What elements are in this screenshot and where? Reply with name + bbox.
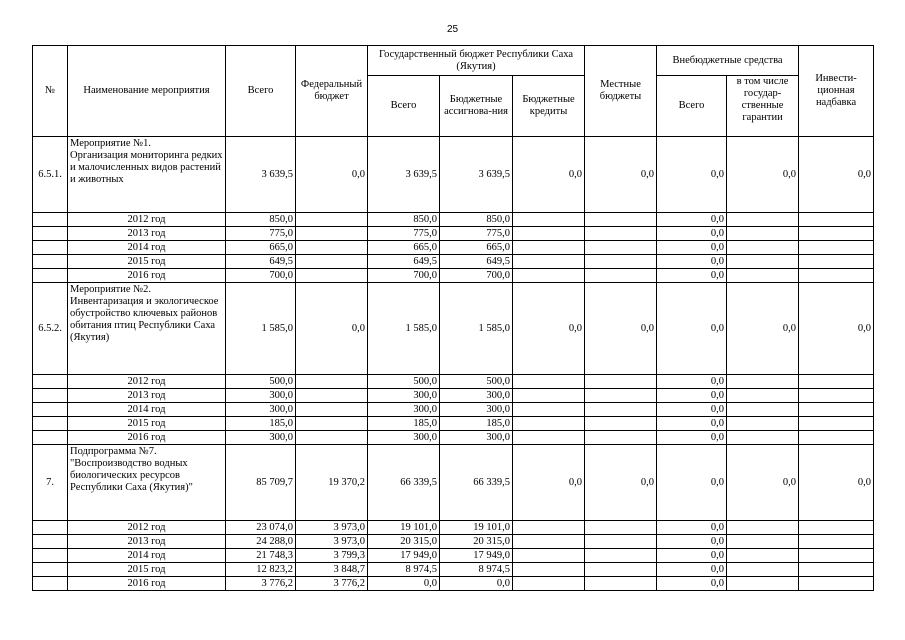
- year-label: 2013 год: [68, 389, 226, 403]
- year-row-no: [33, 375, 68, 389]
- year-local: [585, 213, 657, 227]
- year-invest: [799, 389, 874, 403]
- year-state-total: 700,0: [368, 269, 440, 283]
- year-state-alloc: 300,0: [440, 403, 513, 417]
- header-no: №: [33, 46, 68, 137]
- year-total: 665,0: [226, 241, 296, 255]
- header-name: Наименование мероприятия: [68, 46, 226, 137]
- header-invest: Инвести-ционная надбавка: [799, 46, 874, 137]
- header-local: Местные бюджеты: [585, 46, 657, 137]
- year-row: [33, 521, 874, 535]
- header-off-guarantee: в том числе государ-ственные гарантии: [727, 76, 799, 137]
- year-state-alloc: 300,0: [440, 389, 513, 403]
- year-local: [585, 375, 657, 389]
- year-invest: [799, 535, 874, 549]
- row-value: 19 370,2: [296, 445, 368, 521]
- year-state-total: 0,0: [368, 577, 440, 591]
- year-invest: [799, 375, 874, 389]
- year-row-no: [33, 431, 68, 445]
- row-value: 3 639,5: [226, 137, 296, 213]
- year-label: 2015 год: [68, 255, 226, 269]
- year-state-alloc: 300,0: [440, 431, 513, 445]
- year-off-guarantee: [727, 389, 799, 403]
- row-number: 6.5.1.: [33, 137, 68, 213]
- year-row: [33, 563, 874, 577]
- year-state-total: 775,0: [368, 227, 440, 241]
- year-off-guarantee: [727, 227, 799, 241]
- year-invest: [799, 549, 874, 563]
- year-state-total: 8 974,5: [368, 563, 440, 577]
- year-federal: [296, 375, 368, 389]
- year-off-guarantee: [727, 269, 799, 283]
- year-row: [33, 213, 874, 227]
- year-local: [585, 431, 657, 445]
- row-value: 66 339,5: [440, 445, 513, 521]
- row-value: 0,0: [657, 137, 727, 213]
- year-row-no: [33, 241, 68, 255]
- year-off-guarantee: [727, 375, 799, 389]
- row-name: Подпрограмма №7. "Воспроизводство водных биологических ресурсов Республики Саха (Якутия)": [68, 445, 226, 521]
- header-offbudget: Внебюджетные средства: [657, 46, 799, 76]
- row-value: 0,0: [799, 283, 874, 375]
- year-row: [33, 431, 874, 445]
- year-row: [33, 255, 874, 269]
- year-federal: [296, 213, 368, 227]
- year-state-total: 850,0: [368, 213, 440, 227]
- year-off-total: 0,0: [657, 577, 727, 591]
- year-total: 300,0: [226, 403, 296, 417]
- row-value: 0,0: [727, 445, 799, 521]
- year-federal: [296, 241, 368, 255]
- year-total: 500,0: [226, 375, 296, 389]
- year-label: 2016 год: [68, 431, 226, 445]
- year-invest: [799, 521, 874, 535]
- year-state-alloc: 500,0: [440, 375, 513, 389]
- year-label: 2016 год: [68, 577, 226, 591]
- year-off-total: 0,0: [657, 255, 727, 269]
- year-state-credits: [513, 213, 585, 227]
- year-row: [33, 577, 874, 591]
- year-state-credits: [513, 241, 585, 255]
- year-state-total: 17 949,0: [368, 549, 440, 563]
- year-state-credits: [513, 521, 585, 535]
- year-label: 2013 год: [68, 535, 226, 549]
- year-label: 2015 год: [68, 417, 226, 431]
- year-off-guarantee: [727, 255, 799, 269]
- year-off-total: 0,0: [657, 417, 727, 431]
- row-value: 85 709,7: [226, 445, 296, 521]
- budget-table: [32, 45, 874, 591]
- header-total: Всего: [226, 46, 296, 137]
- year-state-credits: [513, 269, 585, 283]
- year-row-no: [33, 389, 68, 403]
- year-invest: [799, 577, 874, 591]
- year-row-no: [33, 227, 68, 241]
- year-state-alloc: 850,0: [440, 213, 513, 227]
- row-value: 0,0: [296, 283, 368, 375]
- year-invest: [799, 255, 874, 269]
- year-total: 649,5: [226, 255, 296, 269]
- year-off-total: 0,0: [657, 389, 727, 403]
- page-number: 25: [446, 24, 459, 35]
- year-invest: [799, 227, 874, 241]
- year-state-total: 649,5: [368, 255, 440, 269]
- year-row-no: [33, 577, 68, 591]
- year-state-alloc: 185,0: [440, 417, 513, 431]
- year-state-alloc: 0,0: [440, 577, 513, 591]
- year-row: [33, 227, 874, 241]
- year-local: [585, 403, 657, 417]
- year-federal: 3 973,0: [296, 535, 368, 549]
- year-total: 12 823,2: [226, 563, 296, 577]
- year-state-credits: [513, 577, 585, 591]
- year-local: [585, 577, 657, 591]
- year-federal: [296, 227, 368, 241]
- year-row-no: [33, 213, 68, 227]
- row-value: 0,0: [296, 137, 368, 213]
- year-row-no: [33, 255, 68, 269]
- year-federal: 3 799,3: [296, 549, 368, 563]
- year-federal: [296, 403, 368, 417]
- row-value: 0,0: [727, 283, 799, 375]
- year-label: 2014 год: [68, 549, 226, 563]
- year-state-credits: [513, 431, 585, 445]
- row-value: 0,0: [799, 137, 874, 213]
- year-state-alloc: 649,5: [440, 255, 513, 269]
- year-off-total: 0,0: [657, 269, 727, 283]
- row-value: 0,0: [657, 283, 727, 375]
- year-total: 24 288,0: [226, 535, 296, 549]
- year-off-guarantee: [727, 403, 799, 417]
- year-state-credits: [513, 227, 585, 241]
- year-off-total: 0,0: [657, 227, 727, 241]
- header-off-total: Всего: [657, 76, 727, 137]
- year-state-alloc: 700,0: [440, 269, 513, 283]
- year-row: [33, 389, 874, 403]
- year-state-total: 300,0: [368, 403, 440, 417]
- year-total: 300,0: [226, 431, 296, 445]
- year-invest: [799, 241, 874, 255]
- year-label: 2012 год: [68, 213, 226, 227]
- row-number: 7.: [33, 445, 68, 521]
- year-invest: [799, 417, 874, 431]
- row-value: 0,0: [727, 137, 799, 213]
- year-local: [585, 255, 657, 269]
- year-off-total: 0,0: [657, 403, 727, 417]
- header-state-credits: Бюджетные кредиты: [513, 76, 585, 137]
- table-row: [33, 445, 874, 521]
- year-federal: [296, 431, 368, 445]
- year-row-no: [33, 535, 68, 549]
- year-off-guarantee: [727, 431, 799, 445]
- row-value: 66 339,5: [368, 445, 440, 521]
- year-local: [585, 389, 657, 403]
- year-total: 850,0: [226, 213, 296, 227]
- year-off-total: 0,0: [657, 563, 727, 577]
- year-row-no: [33, 417, 68, 431]
- year-federal: [296, 417, 368, 431]
- header-state-budget: Государственный бюджет Республики Саха (Якутия): [368, 46, 585, 76]
- header-state-total: Всего: [368, 76, 440, 137]
- year-row-no: [33, 521, 68, 535]
- row-value: 0,0: [657, 445, 727, 521]
- year-row: [33, 417, 874, 431]
- row-value: 0,0: [513, 445, 585, 521]
- row-value: 3 639,5: [368, 137, 440, 213]
- row-value: 0,0: [513, 283, 585, 375]
- year-state-credits: [513, 563, 585, 577]
- year-off-total: 0,0: [657, 241, 727, 255]
- row-value: 0,0: [585, 445, 657, 521]
- year-federal: 3 973,0: [296, 521, 368, 535]
- year-invest: [799, 403, 874, 417]
- table-row: [33, 283, 874, 375]
- year-row-no: [33, 563, 68, 577]
- year-federal: 3 848,7: [296, 563, 368, 577]
- year-state-total: 300,0: [368, 389, 440, 403]
- year-local: [585, 227, 657, 241]
- year-total: 3 776,2: [226, 577, 296, 591]
- year-invest: [799, 431, 874, 445]
- year-off-guarantee: [727, 549, 799, 563]
- year-state-credits: [513, 417, 585, 431]
- row-value: 0,0: [513, 137, 585, 213]
- year-total: 21 748,3: [226, 549, 296, 563]
- year-off-guarantee: [727, 417, 799, 431]
- year-invest: [799, 563, 874, 577]
- year-off-guarantee: [727, 563, 799, 577]
- year-state-credits: [513, 549, 585, 563]
- row-value: 0,0: [799, 445, 874, 521]
- row-name: Мероприятие №2. Инвентаризация и экологическое обустройство ключевых районов обитания птиц Республики Саха (Якутия): [68, 283, 226, 375]
- row-value: 0,0: [585, 137, 657, 213]
- table-body: [33, 137, 874, 591]
- year-state-alloc: 20 315,0: [440, 535, 513, 549]
- year-state-total: 185,0: [368, 417, 440, 431]
- year-off-total: 0,0: [657, 549, 727, 563]
- year-row: [33, 535, 874, 549]
- year-off-total: 0,0: [657, 521, 727, 535]
- year-total: 775,0: [226, 227, 296, 241]
- year-state-total: 500,0: [368, 375, 440, 389]
- header-federal: Федеральный бюджет: [296, 46, 368, 137]
- year-row-no: [33, 403, 68, 417]
- year-label: 2014 год: [68, 241, 226, 255]
- year-invest: [799, 213, 874, 227]
- year-total: 23 074,0: [226, 521, 296, 535]
- year-state-alloc: 8 974,5: [440, 563, 513, 577]
- year-federal: [296, 269, 368, 283]
- year-state-credits: [513, 389, 585, 403]
- row-value: 1 585,0: [440, 283, 513, 375]
- year-row-no: [33, 269, 68, 283]
- year-state-total: 20 315,0: [368, 535, 440, 549]
- year-label: 2013 год: [68, 227, 226, 241]
- year-off-guarantee: [727, 521, 799, 535]
- year-federal: [296, 255, 368, 269]
- year-off-total: 0,0: [657, 213, 727, 227]
- year-row-no: [33, 549, 68, 563]
- year-total: 185,0: [226, 417, 296, 431]
- year-row: [33, 269, 874, 283]
- year-total: 300,0: [226, 389, 296, 403]
- year-state-total: 665,0: [368, 241, 440, 255]
- year-off-guarantee: [727, 213, 799, 227]
- header-state-alloc: Бюджетные ассигнова-ния: [440, 76, 513, 137]
- year-label: 2012 год: [68, 521, 226, 535]
- year-local: [585, 549, 657, 563]
- year-off-guarantee: [727, 577, 799, 591]
- year-state-alloc: 19 101,0: [440, 521, 513, 535]
- table-header: [33, 46, 874, 137]
- year-state-credits: [513, 535, 585, 549]
- year-label: 2015 год: [68, 563, 226, 577]
- year-local: [585, 241, 657, 255]
- year-local: [585, 269, 657, 283]
- year-state-credits: [513, 375, 585, 389]
- year-row: [33, 403, 874, 417]
- year-local: [585, 417, 657, 431]
- year-state-credits: [513, 403, 585, 417]
- row-value: 1 585,0: [368, 283, 440, 375]
- year-state-alloc: 665,0: [440, 241, 513, 255]
- year-label: 2016 год: [68, 269, 226, 283]
- year-federal: 3 776,2: [296, 577, 368, 591]
- year-row: [33, 375, 874, 389]
- year-row: [33, 241, 874, 255]
- year-state-total: 19 101,0: [368, 521, 440, 535]
- row-number: 6.5.2.: [33, 283, 68, 375]
- year-federal: [296, 389, 368, 403]
- year-local: [585, 521, 657, 535]
- year-label: 2012 год: [68, 375, 226, 389]
- row-value: 3 639,5: [440, 137, 513, 213]
- year-local: [585, 563, 657, 577]
- year-local: [585, 535, 657, 549]
- year-off-total: 0,0: [657, 431, 727, 445]
- year-off-guarantee: [727, 241, 799, 255]
- year-invest: [799, 269, 874, 283]
- year-off-total: 0,0: [657, 535, 727, 549]
- year-state-alloc: 17 949,0: [440, 549, 513, 563]
- row-name: Мероприятие №1. Организация мониторинга редких и малочисленных видов растений и животных: [68, 137, 226, 213]
- row-value: 0,0: [585, 283, 657, 375]
- row-value: 1 585,0: [226, 283, 296, 375]
- year-off-guarantee: [727, 535, 799, 549]
- year-state-credits: [513, 255, 585, 269]
- year-total: 700,0: [226, 269, 296, 283]
- year-label: 2014 год: [68, 403, 226, 417]
- year-row: [33, 549, 874, 563]
- year-off-total: 0,0: [657, 375, 727, 389]
- table-row: [33, 137, 874, 213]
- year-state-alloc: 775,0: [440, 227, 513, 241]
- year-state-total: 300,0: [368, 431, 440, 445]
